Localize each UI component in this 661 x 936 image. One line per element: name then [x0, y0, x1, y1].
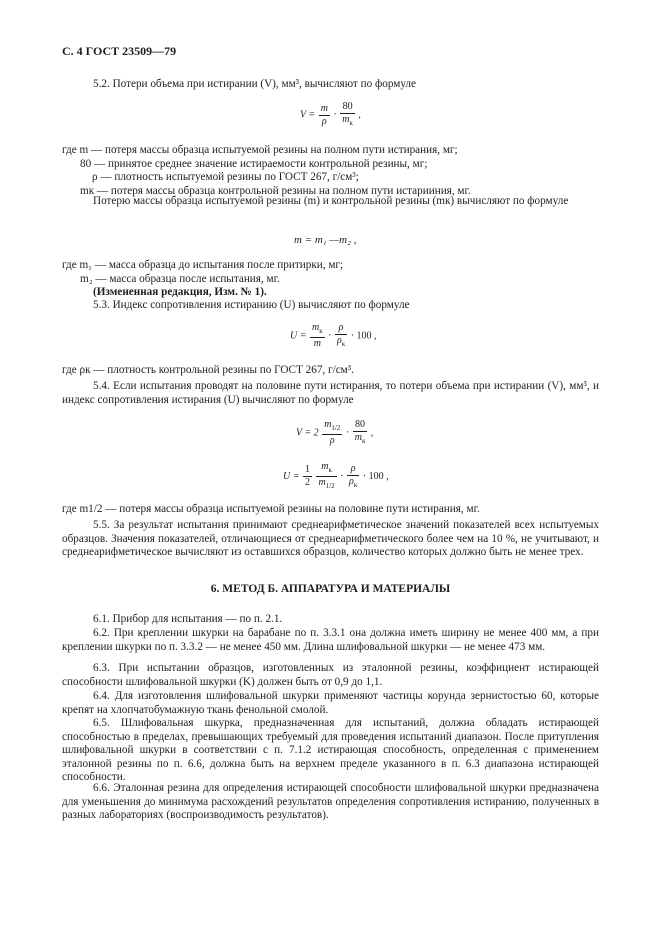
where-line: mк — потеря массы образца контрольной резины на полном пути истарииния, мг. [80, 184, 471, 197]
frac-num: m [320, 102, 328, 114]
para-5-2: 5.2. Потери объема при истирании (V), мм³, вычисляют по формуле [93, 78, 416, 90]
formula-mass-loss: m = m₁ —m₂ , [294, 234, 357, 246]
frac-den [353, 432, 368, 447]
den-sub: к [341, 340, 346, 348]
frac-den [347, 476, 359, 491]
formula-lhs: V = 2 [296, 427, 319, 439]
para-5-3: 5.3. Индекс сопротивления истиранию (U) вычисляют по формуле [93, 299, 410, 311]
where-3: где ρк — плотность контрольной резины по ГОСТ 267, г/см³. [62, 364, 354, 376]
num-var: m [324, 419, 332, 430]
para-loss: Потерю массы образца испытуемой резины (m) и контрольной резины (mк) вычисляют по формуле [93, 195, 569, 207]
fraction-80-mk [340, 101, 355, 129]
frac-den: 2 [304, 477, 310, 488]
fraction-mk-mhalf [316, 461, 336, 492]
para-5-5: 5.5. За результат испытания принимают среднеарифметическое значений показателей всех испытуемых образцов. Значения показателей, отличающиеся от среднеарифметического более чем на 10 %, не учитывают, и среднеарифметическое вычисляют из оставшихся образцов, количество которых должно быть не менее трех. [62, 519, 599, 559]
frac-num: ρ [347, 463, 359, 476]
para-6-3: 6.3. При испытании образцов, изготовленных из эталонной резины, коэффициент истирающей способности шлифовальной шкурки (K) должен быть от 0,9 до 1,1. [62, 662, 599, 688]
num-sub: к [319, 327, 323, 335]
page-header: С. 4 ГОСТ 23509—79 [62, 44, 177, 58]
formula-volume-half [296, 419, 373, 447]
fraction-rho-rhok [335, 322, 347, 350]
para-6-4: 6.4. Для изготовления шлифовальной шкурки применяют частицы корунда зернистостью 60, которые крепят на хлопчатобумажную ткань фенольной смолой. [62, 690, 599, 716]
frac-den [335, 335, 347, 350]
where-4: где m1/2 — потеря массы образца испытуемой резины на половине пути истирания, мг. [62, 503, 480, 515]
formula-lhs: U = [290, 330, 307, 342]
den-sub: к [353, 480, 358, 489]
frac-den [316, 477, 336, 492]
frac-den: ρ [321, 115, 327, 127]
dot-op: · [340, 470, 344, 482]
frac-den: ρ [329, 435, 335, 446]
den-var: m [318, 477, 326, 488]
frac-num: 1 [304, 464, 310, 475]
fraction-mk-m [310, 322, 325, 350]
fraction-mhalf-rho [322, 419, 342, 447]
formula-tail: , [370, 427, 374, 439]
dot-op: · [328, 330, 332, 342]
num-sub: 1/2 [331, 424, 341, 432]
den-sub: к [349, 119, 353, 127]
where-line: ρ — плотность испытуемой резины по ГОСТ 267, г/см³; [92, 171, 359, 184]
formula-tail: , [358, 109, 361, 121]
frac-den: m [313, 338, 321, 349]
formula-tail: · 100 , [362, 470, 389, 482]
where-list-2 [62, 259, 599, 286]
dot-op: · [333, 109, 337, 121]
den-var: ρ [336, 335, 342, 346]
num-var: m [321, 461, 329, 472]
para-5-4: 5.4. Если испытания проводят на половине пути истирания, то потери объема при истирании (V), мм³, и индекс сопротивления истирания (U) вычисляют по формуле [62, 380, 599, 406]
frac-num: 80 [340, 101, 355, 114]
where-line: m₂ — масса образца после испытания, мг. [80, 272, 280, 285]
section-6-heading: 6. МЕТОД Б. АППАРАТУРА И МАТЕРИАЛЫ [210, 583, 451, 595]
formula-resistance-index [290, 322, 377, 350]
para-6-1: 6.1. Прибор для испытания — по п. 2.1. [93, 613, 283, 625]
para-6-6: 6.6. Эталонная резина для определения истирающей способности шлифовальной шкурки предназначена для уменьшения до минимума расхождений результатов определения сопротивления истиранию, полученных в разных лабораториях (воспроизводимость результатов). [62, 782, 599, 822]
para-6-5: 6.5. Шлифовальная шкурка, предназначенная для испытаний, должна обладать истирающей способностью в пределах, превышающих требуемый для проведения испытаний диапазон. После притупления шлифовальной шкурки в соответствии с п. 7.1.2 истирающая способность, определенная с применением эталонной резины по п. 6.6, должна быть на верхнем пределе указанного в п. 6.3 диапазона истирающей способности. [62, 717, 599, 784]
fraction-80-mk [353, 419, 368, 447]
frac-num: ρ [335, 322, 347, 335]
where-line: где m — потеря массы образца испытуемой резины на полном пути истирания, мг; [62, 144, 458, 156]
frac-den [340, 114, 355, 129]
fraction-m-rho [319, 103, 330, 128]
amendment-text: (Измененная редакция, Изм. № 1). [93, 286, 267, 298]
den-var: m [342, 114, 350, 125]
frac-num: 80 [353, 419, 368, 432]
amendment-note [62, 286, 599, 300]
formula-lhs: V = [300, 109, 316, 121]
where-list-1 [62, 144, 599, 198]
num-sub: к [328, 466, 332, 474]
formula-index-half [283, 461, 389, 492]
num-var: m [311, 322, 320, 333]
frac-num [310, 322, 325, 338]
formula-tail: · 100 , [350, 330, 377, 342]
frac-num [316, 461, 336, 477]
para-6-2: 6.2. При креплении шкурки на барабане по п. 3.3.1 она должна иметь ширину не менее 400 мм, а при креплении шкурки по п. 3.3.2 — не менее 450 мм. Длина шлифовальной шкурки — не менее 473 мм. [62, 627, 599, 653]
den-sub: 1/2 [325, 482, 335, 490]
where-line: где m₁ — масса образца до испытания после притирки, мг; [62, 259, 344, 271]
den-var: ρ [349, 475, 354, 487]
dot-op: · [345, 427, 350, 439]
fraction-rho-rhok [347, 463, 359, 491]
formula-volume-loss [300, 101, 361, 129]
frac-num [322, 419, 342, 435]
den-var: m [354, 432, 362, 443]
formula-lhs: U = [283, 470, 300, 482]
den-sub: к [361, 437, 366, 445]
where-line: 80 — принятое среднее значение истираемости контрольной резины, мг; [80, 157, 428, 170]
fraction-one-half [303, 464, 312, 489]
